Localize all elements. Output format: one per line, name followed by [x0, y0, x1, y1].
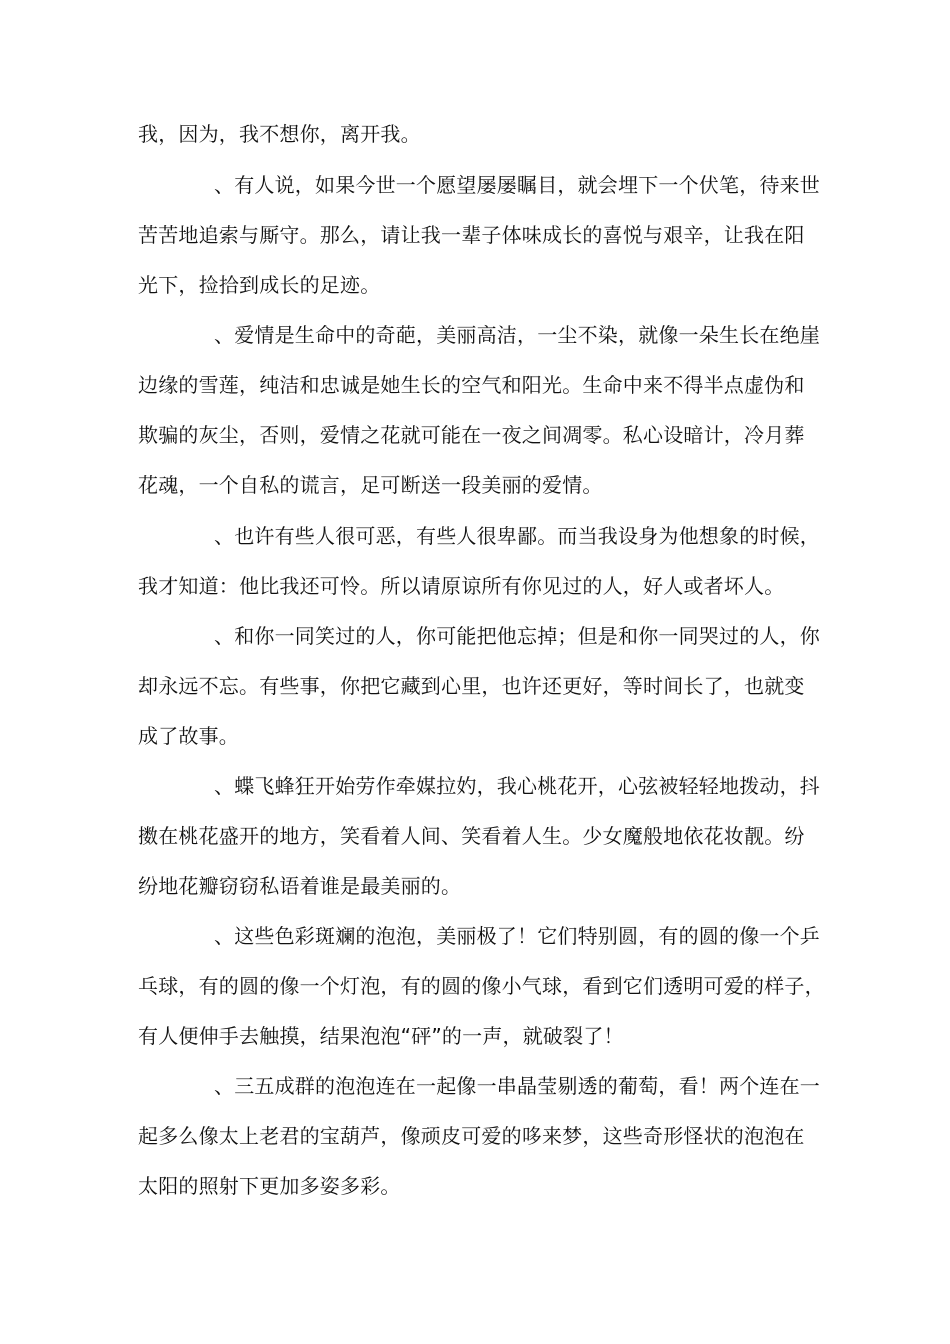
text-line: 我才知道：他比我还可怜。所以请原谅所有你见过的人，好人或者坏人。: [138, 574, 785, 598]
text-line: 擞在桃花盛开的地方，笑看着人间、笑看着人生。少女魔般地依花妆靓。纷: [138, 824, 805, 848]
paragraph-first-line: 、和你一同笑过的人，你可能把他忘掉；但是和你一同哭过的人，你: [214, 624, 820, 648]
text-line: 起多么像太上老君的宝葫芦，像顽皮可爱的哆来梦，这些奇形怪状的泡泡在: [138, 1124, 805, 1148]
text-line: 苦苦地追索与厮守。那么，请让我一辈子体味成长的喜悦与艰辛，让我在阳: [138, 223, 805, 247]
paragraph-first-line: 、三五成群的泡泡连在一起像一串晶莹剔透的葡萄，看！两个连在一: [214, 1074, 820, 1098]
text-line: 乓球，有的圆的像一个灯泡，有的圆的像小气球，看到它们透明可爱的样子，: [138, 974, 825, 998]
text-line: 光下，捡拾到成长的足迹。: [138, 273, 381, 297]
text-line: 我，因为，我不想你，离开我。: [138, 122, 421, 146]
paragraph-first-line: 、有人说，如果今世一个愿望屡屡瞩目，就会埋下一个伏笔，待来世: [214, 173, 820, 197]
paragraph-first-line: 、这些色彩斑斓的泡泡，美丽极了！它们特别圆，有的圆的像一个乒: [214, 924, 820, 948]
text-line: 欺骗的灰尘，否则，爱情之花就可能在一夜之间凋零。私心设暗计，冷月葬: [138, 423, 805, 447]
paragraph-first-line: 、蝶飞蜂狂开始劳作牵媒拉妁，我心桃花开，心弦被轻轻地拨动，抖: [214, 774, 820, 798]
text-line: 成了故事。: [138, 724, 239, 748]
text-line: 太阳的照射下更加多姿多彩。: [138, 1174, 401, 1198]
text-line: 纷地花瓣窃窃私语着谁是最美丽的。: [138, 874, 462, 898]
text-line: 花魂，一个自私的谎言，足可断送一段美丽的爱情。: [138, 473, 603, 497]
text-line: 边缘的雪莲，纯洁和忠诚是她生长的空气和阳光。生命中来不得半点虚伪和: [138, 373, 805, 397]
text-line: 却永远不忘。有些事，你把它藏到心里，也许还更好，等时间长了，也就变: [138, 674, 805, 698]
paragraph-first-line: 、也许有些人很可恶，有些人很卑鄙。而当我设身为他想象的时候，: [214, 524, 820, 548]
text-line: 有人便伸手去触摸，结果泡泡“砰”的一声，就破裂了！: [138, 1024, 624, 1048]
paragraph-first-line: 、爱情是生命中的奇葩，美丽高洁，一尘不染，就像一朵生长在绝崖: [214, 323, 820, 347]
